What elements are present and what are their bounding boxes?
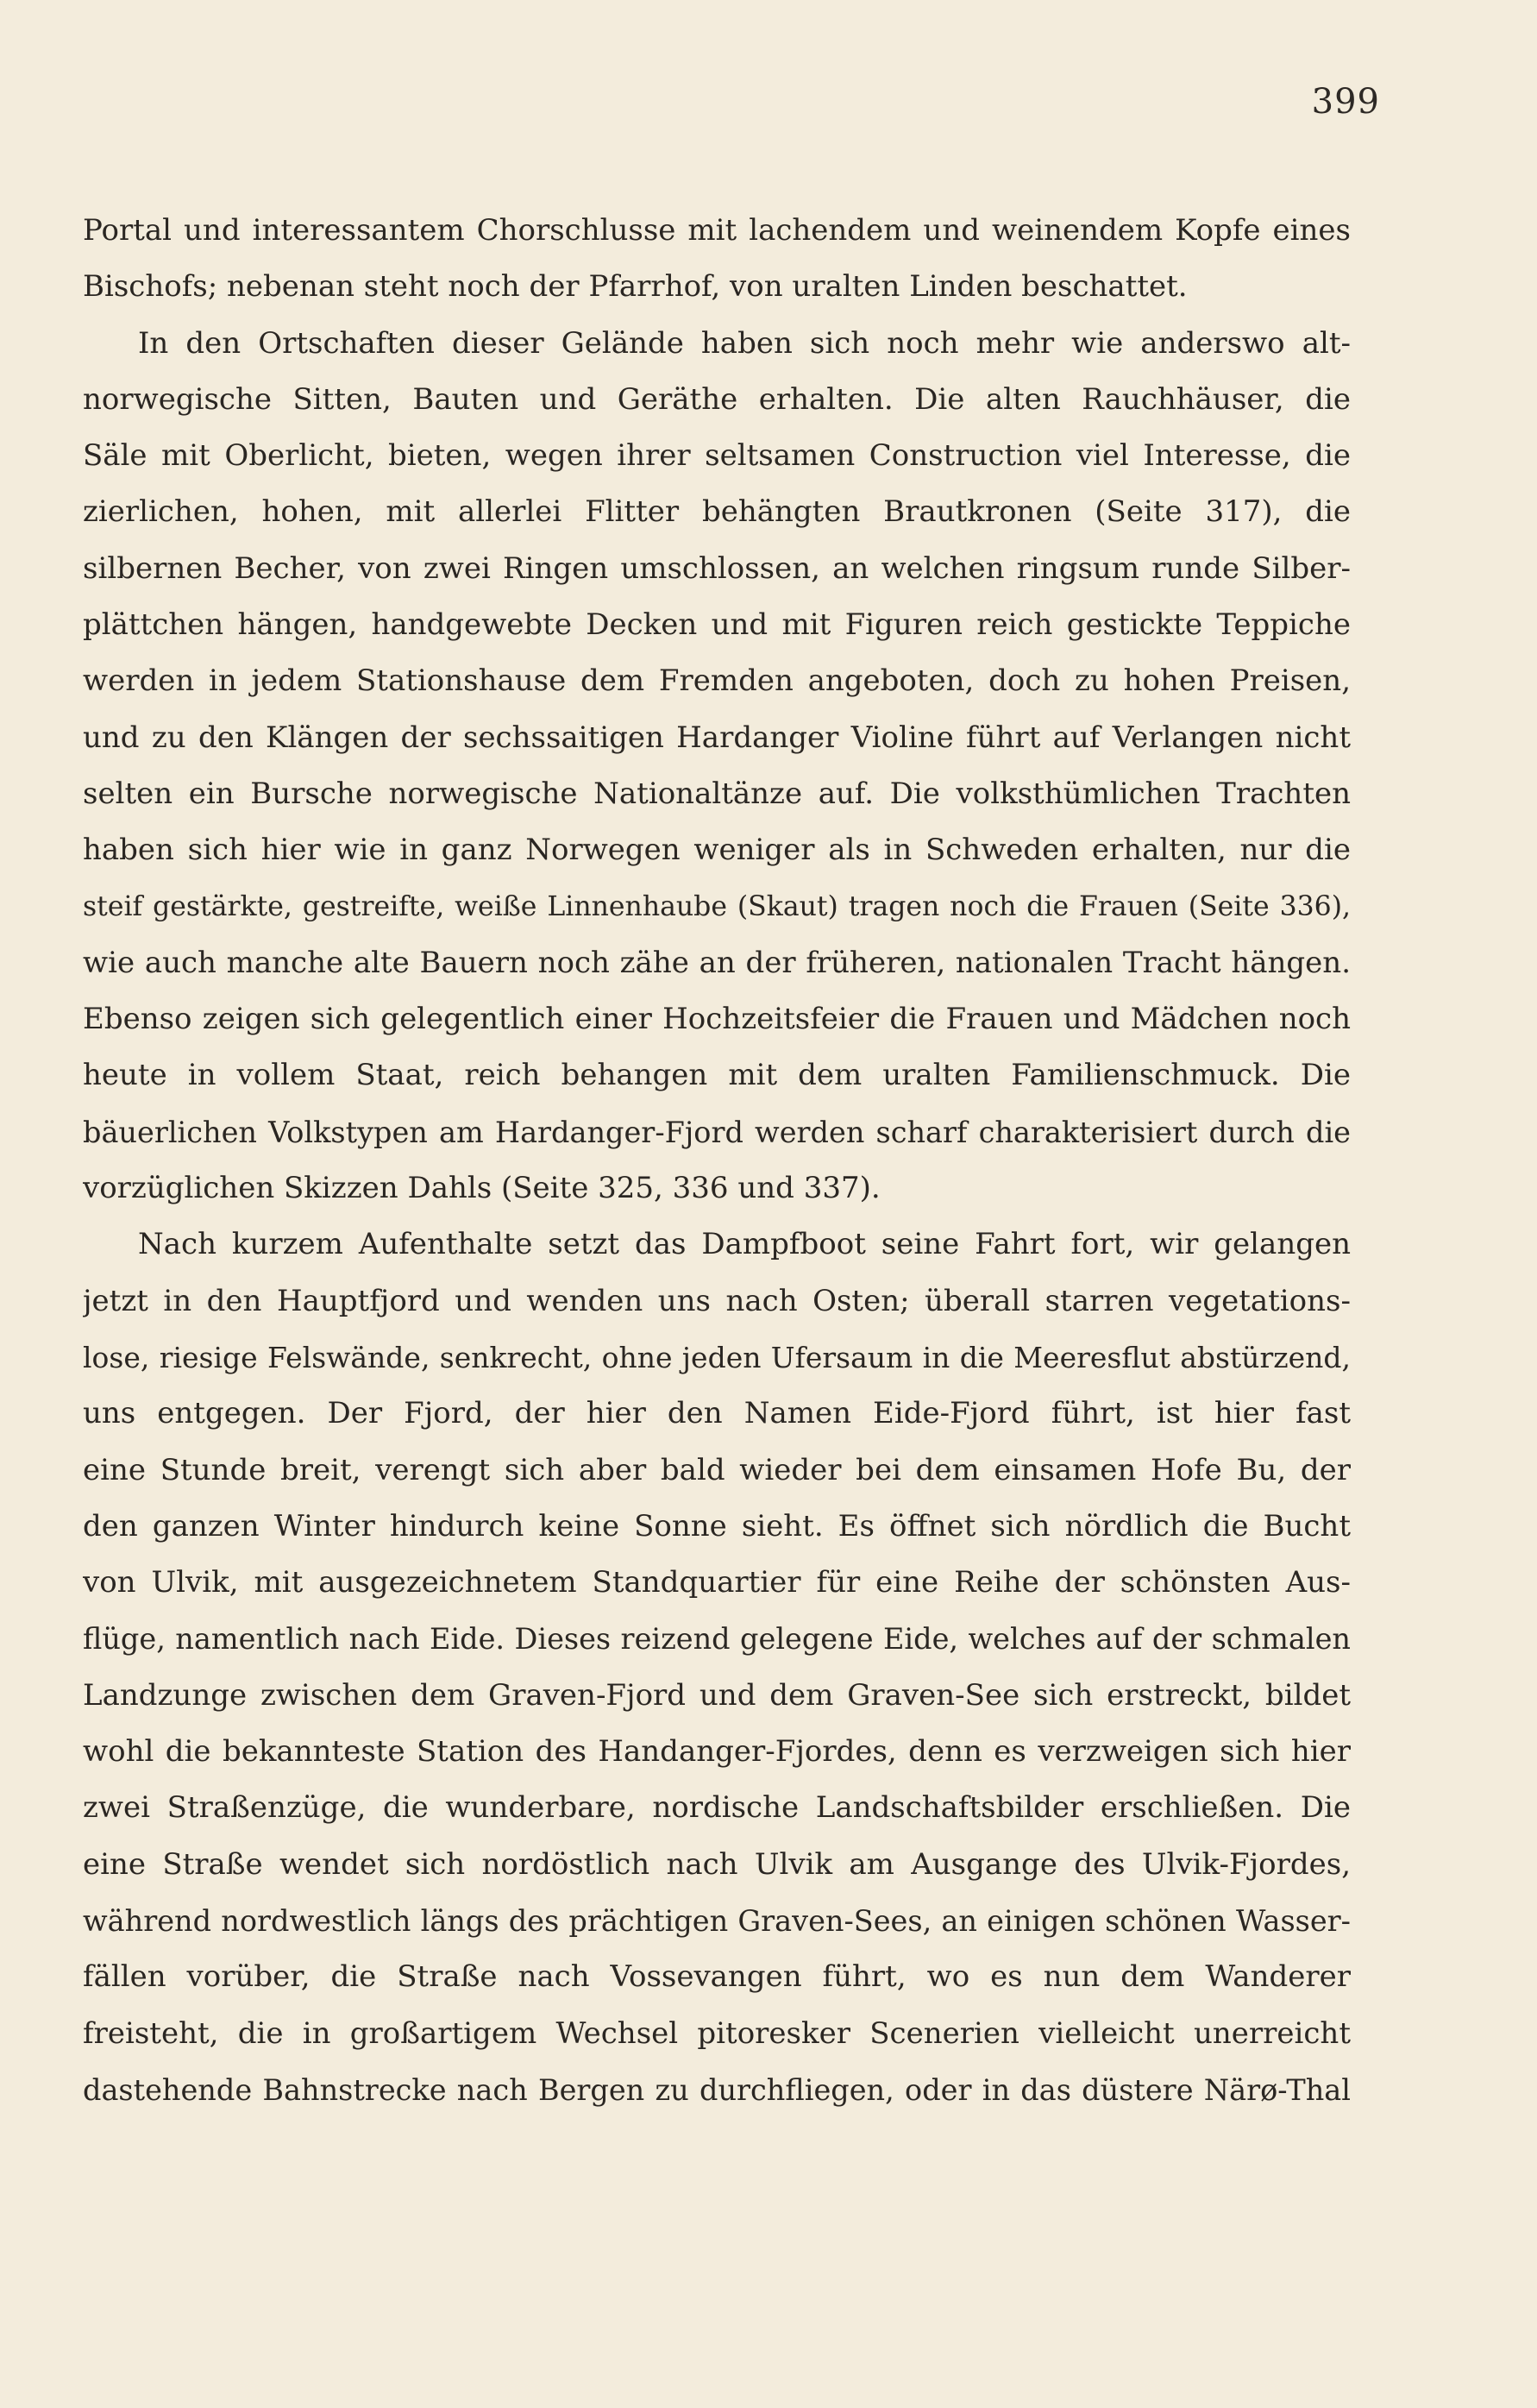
- text-line: lose, riesige Felswände, senkrecht, ohne jeden Ufersaum in die Meeresflut abstürzend,: [83, 1340, 1351, 1374]
- text-line: bäuerlichen Volkstypen am Hardanger-Fjord werden scharf charakterisiert durch die: [83, 1115, 1351, 1149]
- text-line: vorzüglichen Skizzen Dahls (Seite 325, 336 und 337).: [83, 1171, 881, 1206]
- text-line: freisteht, die in großartigem Wechsel pitoresker Scenerien vielleicht unerreicht: [83, 2015, 1351, 2051]
- text-line: den ganzen Winter hindurch keine Sonne sieht. Es öffnet sich nördlich die Bucht: [83, 1508, 1351, 1544]
- text-line: und zu den Klängen der sechssaitigen Hardanger Violine führt auf Verlangen nicht: [83, 720, 1351, 755]
- text-line: werden in jedem Stationshause dem Fremden angeboten, doch zu hohen Preisen,: [83, 663, 1351, 699]
- text-line: In den Ortschaften dieser Gelände haben sich noch mehr wie anderswo alt-: [138, 325, 1351, 361]
- text-line: flüge, namentlich nach Eide. Dieses reizend gelegene Eide, welches auf der schmalen: [83, 1622, 1351, 1657]
- text-line: plättchen hängen, handgewebte Decken und mit Figuren reich gestickte Teppiche: [83, 607, 1351, 643]
- text-line: dastehende Bahnstrecke nach Bergen zu durchfliegen, oder in das düstere Närø-Thal: [83, 2072, 1351, 2107]
- text-line: Portal und interessantem Chorschlusse mit lachendem und weinendem Kopfe eines: [83, 213, 1351, 248]
- text-line: zwei Straßenzüge, die wunderbare, nordische Landschaftsbilder erschließen. Die: [83, 1790, 1351, 1826]
- text-line: Bischofs; nebenan steht noch der Pfarrhof, von uralten Linden beschattet.: [83, 269, 1188, 305]
- text-line: silbernen Becher, von zwei Ringen umschlossen, an welchen ringsum runde Silber-: [83, 550, 1351, 586]
- text-line: steif gestärkte, gestreifte, weiße Linnenhaube (Skaut) tragen noch die Frauen (Seite 336),: [83, 890, 1351, 922]
- text-line: eine Straße wendet sich nordöstlich nach Ulvik am Ausgange des Ulvik-Fjordes,: [83, 1846, 1351, 1882]
- text-line: wohl die bekannteste Station des Handanger-Fjordes, denn es verzweigen sich hier: [83, 1734, 1351, 1770]
- text-line: Säle mit Oberlicht, bieten, wegen ihrer seltsamen Construction viel Interesse, die: [83, 438, 1351, 474]
- page-number: 399: [1311, 82, 1380, 122]
- body-text: [83, 203, 1351, 2118]
- text-line: haben sich hier wie in ganz Norwegen weniger als in Schweden erhalten, nur die: [83, 833, 1351, 868]
- text-line: zierlichen, hohen, mit allerlei Flitter behängten Brautkronen (Seite 317), die: [83, 494, 1351, 530]
- text-line: wie auch manche alte Bauern noch zähe an der früheren, nationalen Tracht hängen.: [83, 945, 1351, 980]
- text-line: Landzunge zwischen dem Graven-Fjord und dem Graven-See sich erstreckt, bildet: [83, 1677, 1351, 1713]
- text-line: norwegische Sitten, Bauten und Geräthe erhalten. Die alten Rauchhäuser, die: [83, 381, 1351, 417]
- text-line: während nordwestlich längs des prächtigen Graven-Sees, an einigen schönen Wasser-: [83, 1903, 1351, 1938]
- text-line: eine Stunde breit, verengt sich aber bald wieder bei dem einsamen Hofe Bu, der: [83, 1452, 1351, 1487]
- text-line: Nach kurzem Aufenthalte setzt das Dampfboot seine Fahrt fort, wir gelangen: [138, 1227, 1351, 1262]
- text-line: von Ulvik, mit ausgezeichnetem Standquartier für eine Reihe der schönsten Aus-: [83, 1565, 1351, 1600]
- text-line: heute in vollem Staat, reich behangen mit dem uralten Familienschmuck. Die: [83, 1058, 1351, 1093]
- text-line: fällen vorüber, die Straße nach Vossevangen führt, wo es nun dem Wanderer: [83, 1959, 1351, 1995]
- text-line: Ebenso zeigen sich gelegentlich einer Hochzeitsfeier die Frauen und Mädchen noch: [83, 1002, 1351, 1037]
- text-line: jetzt in den Hauptfjord und wenden uns nach Osten; überall starren vegetations-: [83, 1283, 1351, 1318]
- text-line: selten ein Bursche norwegische Nationaltänze auf. Die volksthümlichen Trachten: [83, 776, 1351, 811]
- text-line: uns entgegen. Der Fjord, der hier den Namen Eide-Fjord führt, ist hier fast: [83, 1396, 1351, 1431]
